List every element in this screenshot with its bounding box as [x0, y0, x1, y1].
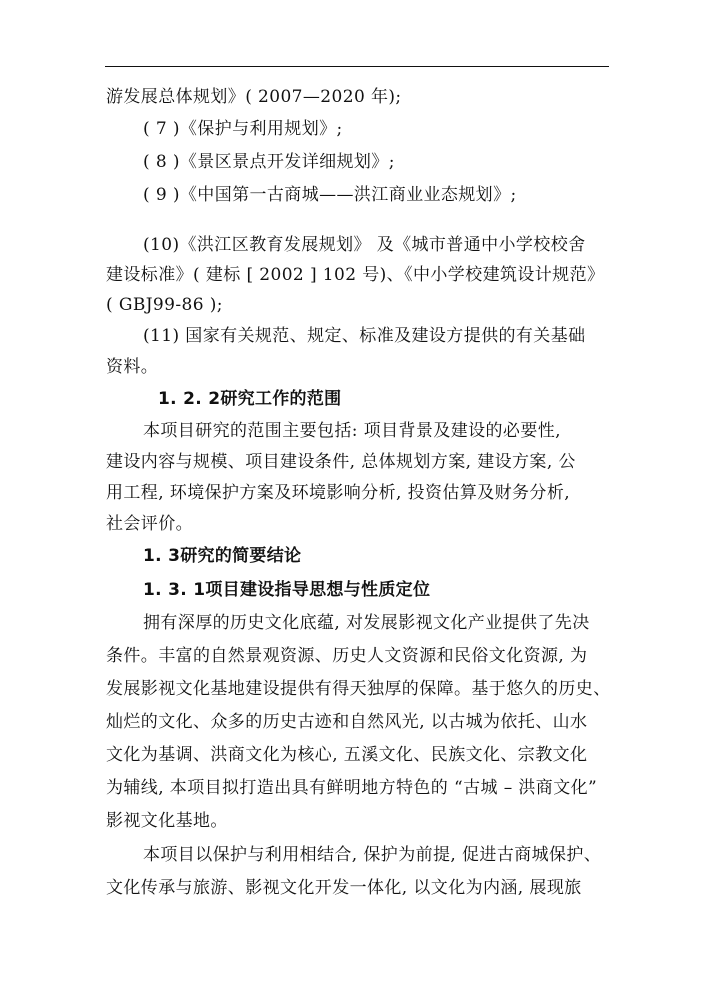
- paragraph-line: 本项目研究的范围主要包括: 项目背景及建设的必要性,: [143, 421, 561, 441]
- text-line: 建设标准》( 建标 [ 2002 ] 102 号)、《中小学校建筑设计规范》: [106, 265, 605, 285]
- paragraph-line: 为辅线, 本项目拟打造出具有鲜明地方特色的 “古城 – 洪商文化”: [106, 778, 598, 798]
- header-rule: [105, 66, 609, 67]
- section-heading-1-2-2: 1. 2. 2研究工作的范围: [158, 389, 342, 409]
- text-line: 游发展总体规划》( 2007—2020 年);: [106, 87, 402, 107]
- section-heading-1-3: 1. 3研究的简要结论: [143, 546, 302, 566]
- text-line: 资料。: [106, 357, 159, 377]
- paragraph-line: 灿烂的文化、众多的历史古迹和自然风光, 以古城为依托、山水: [106, 712, 588, 732]
- paragraph-line: 条件。丰富的自然景观资源、历史人文资源和民俗文化资源, 为: [106, 646, 588, 666]
- reference-item-7: ( 7 )《保护与利用规划》;: [143, 119, 343, 139]
- reference-item-9: ( 9 )《中国第一古商城——洪江商业业态规划》;: [143, 185, 517, 205]
- paragraph-line: 发展影视文化基地建设提供有得天独厚的保障。基于悠久的历史、: [106, 679, 611, 699]
- paragraph-line: 用工程, 环境保护方案及环境影响分析, 投资估算及财务分析,: [106, 483, 571, 503]
- paragraph-line: 影视文化基地。: [106, 811, 228, 831]
- paragraph-line: 社会评价。: [106, 514, 193, 534]
- paragraph-line: 拥有深厚的历史文化底蕴, 对发展影视文化产业提供了先决: [143, 613, 590, 633]
- paragraph-line: 建设内容与规模、项目建设条件, 总体规划方案, 建设方案, 公: [106, 452, 576, 472]
- section-heading-1-3-1: 1. 3. 1项目建设指导思想与性质定位: [143, 580, 431, 600]
- reference-item-11: (11) 国家有关规范、规定、标准及建设方提供的有关基础: [143, 326, 586, 346]
- reference-item-8: ( 8 )《景区景点开发详细规划》;: [143, 152, 395, 172]
- paragraph-line: 本项目以保护与利用相结合, 保护为前提, 促进古商城保护、: [143, 845, 602, 865]
- reference-item-10: (10)《洪江区教育发展规划》 及《城市普通中小学校校舍: [143, 235, 586, 255]
- text-line: ( GBJ99-86 );: [106, 295, 223, 315]
- paragraph-line: 文化传承与旅游、影视文化开发一体化, 以文化为内涵, 展现旅: [106, 878, 582, 898]
- paragraph-line: 文化为基调、洪商文化为核心, 五溪文化、民族文化、宗教文化: [106, 745, 588, 765]
